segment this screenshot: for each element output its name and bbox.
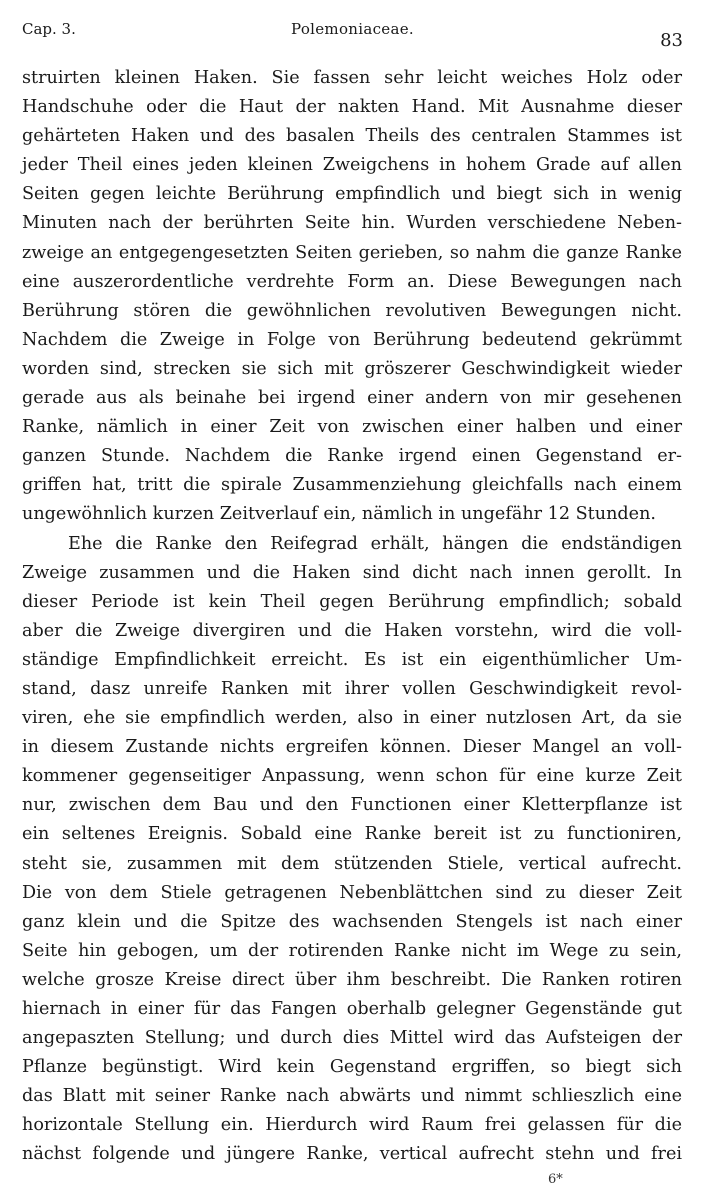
text-line: Handschuhe oder die Haut der nakten Hand. Mit Ausnahme dieser <box>22 97 682 118</box>
text-line: nächst folgende und jüngere Ranke, vertical aufrecht stehn und frei <box>22 1144 682 1165</box>
text-line: viren, ehe sie empfindlich werden, also in einer nutzlosen Art, da sie <box>22 708 682 729</box>
text-line: gehärteten Haken und des basalen Theils des centralen Stammes ist <box>22 126 682 147</box>
text-line: kommener gegenseitiger Anpassung, wenn schon für eine kurze Zeit <box>22 766 682 787</box>
text-line: ganz klein und die Spitze des wachsenden Stengels ist nach einer <box>22 911 682 932</box>
text-line: ständige Empfindlichkeit erreicht. Es ist ein eigenthümlicher Um- <box>22 649 682 670</box>
text-line: Nachdem die Zweige in Folge von Berührung bedeutend gekrümmt <box>22 329 682 350</box>
text-line: ungewöhnlich kurzen Zeitverlauf ein, nämlich in ungefähr 12 Stunden. <box>22 504 657 525</box>
text-line: nur, zwischen dem Bau und den Functionen einer Kletterpflanze ist <box>22 795 682 816</box>
text-line: steht sie, zusammen mit dem stützenden Stiele, vertical aufrecht. <box>22 853 682 874</box>
text-line: jeder Theil eines jeden kleinen Zweigchens in hohem Grade auf allen <box>22 155 682 176</box>
text-line: angepaszten Stellung; und durch dies Mittel wird das Aufsteigen der <box>22 1028 682 1049</box>
text-line: gerade aus als beinahe bei irgend einer andern von mir gesehenen <box>22 388 682 409</box>
text-line: ganzen Stunde. Nachdem die Ranke irgend einen Gegenstand er- <box>22 446 682 467</box>
text-line: struirten kleinen Haken. Sie fassen sehr leicht weiches Holz oder <box>22 68 682 88</box>
text-line: Berührung stören die gewöhnlichen revolutiven Bewegungen nicht. <box>22 300 682 321</box>
text-line: aber die Zweige divergiren und die Haken vorstehn, wird die voll- <box>22 620 682 641</box>
text-line: horizontale Stellung ein. Hierdurch wird Raum frei gelassen für die <box>22 1115 682 1136</box>
page-number: 83 <box>660 30 683 51</box>
text-line: worden sind, strecken sie sich mit gröszerer Geschwindigkeit wieder <box>22 358 682 379</box>
text-line: stand, dasz unreife Ranken mit ihrer vollen Geschwindigkeit revol- <box>22 678 682 699</box>
text-line: zweige an entgegengesetzten Seiten gerieben, so nahm die ganze Ranke <box>22 242 682 263</box>
text-line: Ranke, nämlich in einer Zeit von zwischen einer halben und einer <box>22 417 682 438</box>
text-line: ein seltenes Ereignis. Sobald eine Ranke bereit ist zu functioniren, <box>22 824 682 845</box>
running-title: Polemoniaceae. <box>291 20 414 38</box>
text-line: Ehe die Ranke den Reifegrad erhält, hängen die endständigen <box>68 533 682 554</box>
text-line: Seite hin gebogen, um der rotirenden Ranke nicht im Wege zu sein, <box>22 940 682 961</box>
signature-mark: 6* <box>548 1172 563 1187</box>
text-line: eine auszerordentliche verdrehte Form an. Diese Bewegungen nach <box>22 271 682 292</box>
text-line: welche grosze Kreise direct über ihm beschreibt. Die Ranken rotiren <box>22 969 682 990</box>
text-line: Die von dem Stiele getragenen Nebenblättchen sind zu dieser Zeit <box>22 882 682 903</box>
text-line: griffen hat, tritt die spirale Zusammenziehung gleichfalls nach einem <box>22 475 682 496</box>
running-header <box>22 20 683 50</box>
text-line: dieser Periode ist kein Theil gegen Berührung empfindlich; sobald <box>22 591 682 612</box>
body-text <box>22 64 682 1170</box>
text-line: Seiten gegen leichte Berührung empfindlich und biegt sich in wenig <box>22 184 682 205</box>
chapter-label: Cap. 3. <box>22 20 76 38</box>
text-line: das Blatt mit seiner Ranke nach abwärts und nimmt schlieszlich eine <box>22 1086 682 1107</box>
text-line: in diesem Zustande nichts ergreifen können. Dieser Mangel an voll- <box>22 737 682 758</box>
text-line: Minuten nach der berührten Seite hin. Wurden verschiedene Neben- <box>22 213 682 234</box>
text-line: hiernach in einer für das Fangen oberhalb gelegner Gegenstände gut <box>22 999 682 1019</box>
text-line: Zweige zusammen und die Haken sind dicht nach innen gerollt. In <box>22 562 682 583</box>
text-line: Pflanze begünstigt. Wird kein Gegenstand ergriffen, so biegt sich <box>22 1057 682 1078</box>
